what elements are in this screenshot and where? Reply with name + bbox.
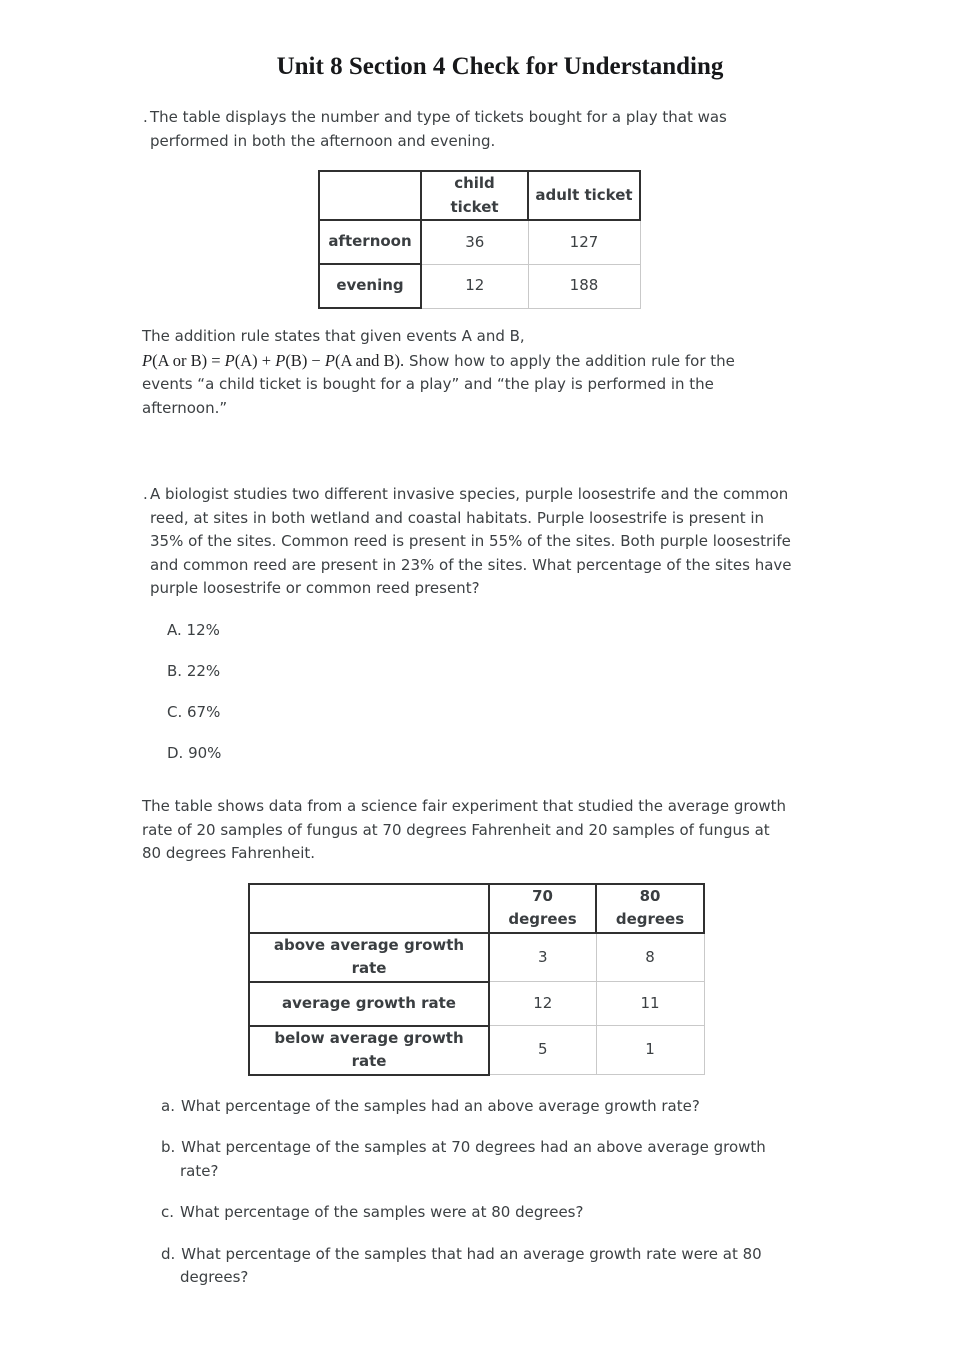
row-label-below-average: below average growth rate — [249, 1026, 489, 1075]
row-label-afternoon: afternoon — [319, 220, 421, 264]
column-header-adult-ticket: adult ticket — [528, 171, 640, 220]
cell-above-70: 3 — [489, 933, 596, 982]
question-1-intro — [143, 106, 858, 153]
sub-question-label: b. — [161, 1138, 176, 1156]
question-3-intro — [142, 795, 858, 866]
table-header-row — [319, 171, 640, 220]
addition-rule-paragraph — [142, 325, 858, 420]
table-row-evening — [319, 264, 640, 308]
sub-question-b — [142, 1136, 858, 1183]
row-label-average: average growth rate — [249, 982, 489, 1026]
addition-rule-rest: Show how to apply the addition rule for the events “a child ticket is bought for a play” and “the play is performed in the afternoon.” — [142, 351, 735, 417]
sub-question-text: What percentage of the samples at 70 degrees had an above average growth rate? — [180, 1138, 766, 1180]
question-1-intro-text: The table displays the number and type of tickets bought for a play that was performed in both the afternoon and evening. — [150, 108, 727, 150]
sub-question-label: a. — [161, 1096, 175, 1115]
sub-questions — [142, 1095, 858, 1290]
table-row-below-average — [249, 1026, 704, 1075]
answer-options — [167, 619, 858, 766]
row-label-evening: evening — [319, 264, 421, 308]
cell-afternoon-child: 36 — [421, 220, 528, 264]
addition-rule-line1: The addition rule states that given events A and B, — [142, 327, 525, 345]
sub-question-label: d. — [161, 1244, 176, 1263]
table-header-row — [249, 884, 704, 933]
cell-average-80: 11 — [596, 982, 704, 1026]
corner-cell — [249, 884, 489, 933]
cell-below-80: 1 — [596, 1026, 704, 1075]
sub-question-a — [142, 1095, 858, 1119]
option-d: D. 90% — [167, 743, 222, 762]
column-header-80-degrees: 80 degrees — [596, 884, 704, 933]
row-label-above-average: above average growth rate — [249, 933, 489, 982]
table-row-above-average — [249, 933, 704, 982]
cell-evening-child: 12 — [421, 264, 528, 308]
question-3-intro-text: The table shows data from a science fair experiment that studied the average growth rate of 20 samples of fungus at 70 degrees Fahrenheit and 20 samples of fungus at 80 degrees Fahrenheit. — [142, 797, 787, 862]
sub-question-c — [142, 1201, 858, 1225]
question-2-text — [143, 483, 858, 601]
option-b: B. 22% — [167, 661, 221, 680]
sub-question-label: c. — [161, 1203, 175, 1221]
cell-above-80: 8 — [596, 933, 704, 982]
cell-below-70: 5 — [489, 1026, 596, 1075]
list-marker: . — [143, 485, 148, 503]
column-header-child-ticket: child ticket — [421, 171, 528, 220]
table-row-average — [249, 982, 704, 1026]
column-header-70-degrees: 70 degrees — [489, 884, 596, 933]
sub-question-d — [142, 1243, 858, 1290]
option-a: A. 12% — [167, 620, 220, 639]
page-title: Unit 8 Section 4 Check for Understanding — [276, 53, 724, 80]
question-2-body: A biologist studies two different invasive species, purple loosestrife and the common reed, at sites in both wetland and coastal habitats. Purple loosestrife is present in 35% of the sites. Common reed is present in 55% of the sites. Both purple loosestrife and common reed are present in 23% of the sites. What percentage of the sites have purple loosestrife or common reed present? — [150, 485, 792, 597]
option-c: C. 67% — [167, 702, 221, 721]
tickets-table — [318, 170, 641, 309]
cell-afternoon-adult: 127 — [528, 220, 640, 264]
cell-average-70: 12 — [489, 982, 596, 1026]
sub-question-text: What percentage of the samples were at 80 degrees? — [180, 1203, 584, 1221]
sub-question-text: What percentage of the samples that had an average growth rate were at 80 degrees? — [180, 1244, 762, 1286]
table-row-afternoon — [319, 220, 640, 264]
corner-cell — [319, 171, 421, 220]
list-marker: . — [143, 108, 148, 126]
worksheet-page — [0, 52, 978, 1330]
cell-evening-adult: 188 — [528, 264, 640, 308]
growth-rate-table — [248, 883, 705, 1076]
addition-formula: P(A or B) = P(A) + P(B) − P(A and B). — [142, 350, 405, 370]
sub-question-text: What percentage of the samples had an above average growth rate? — [180, 1096, 700, 1115]
